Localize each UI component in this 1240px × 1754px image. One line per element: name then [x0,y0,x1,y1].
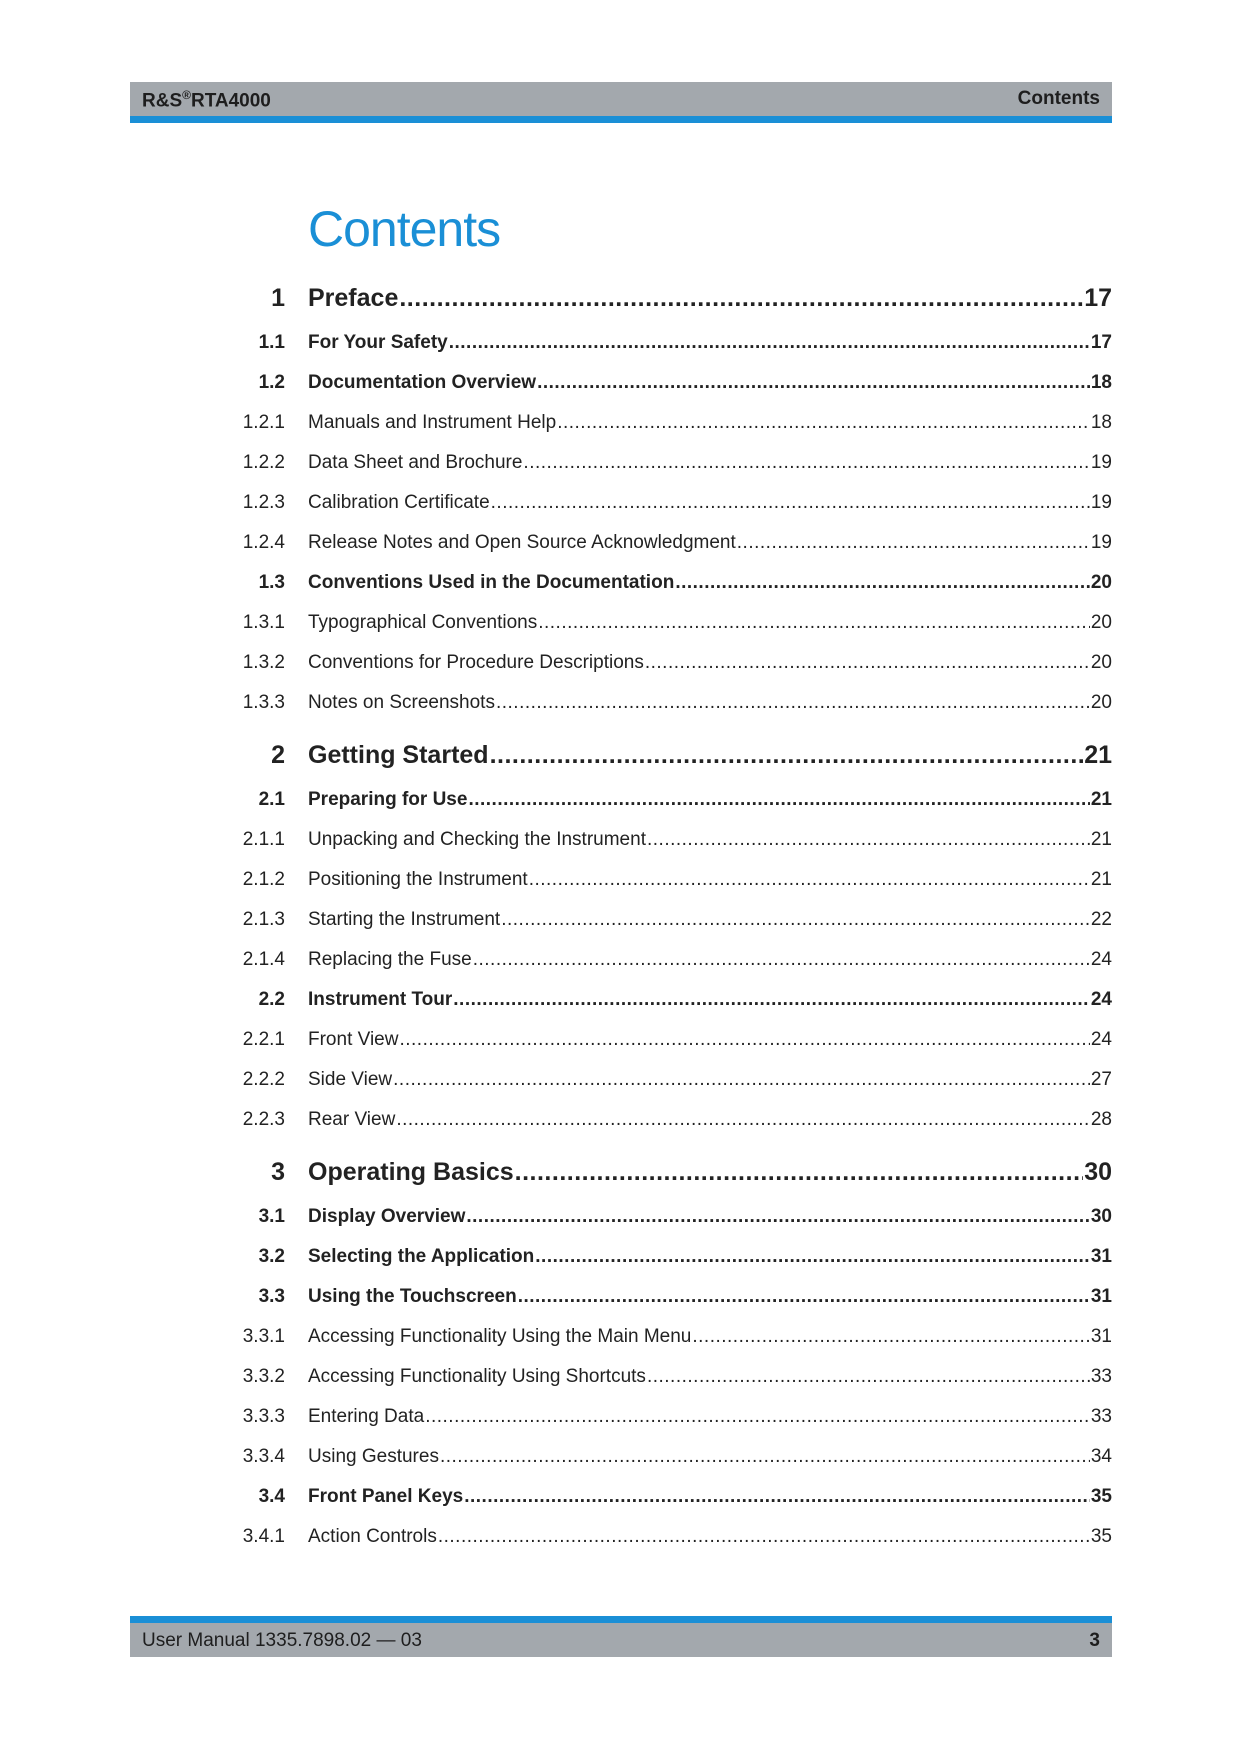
toc-entry-label: Preface [308,284,399,312]
toc-entry-line [308,1326,1112,1348]
toc-entry-label: Conventions Used in the Documentation [308,572,675,593]
toc-entry-page: 18 [1090,412,1112,433]
toc-dot-leader [449,332,1090,354]
toc-dot-leader [537,372,1090,394]
toc-dot-leader [645,652,1090,674]
toc-entry-number: 1.2.2 [242,452,285,473]
toc-entry-number: 3 [271,1158,285,1186]
toc-entry-label: Instrument Tour [308,989,453,1010]
toc-dot-leader [399,1029,1089,1051]
toc-entry-line [308,1446,1112,1468]
toc-entry-page: 34 [1090,1446,1112,1467]
toc-entry[interactable] [0,644,1240,684]
toc-entry[interactable] [0,404,1240,444]
toc-entry-label: Using the Touchscreen [308,1286,517,1307]
page-title: Contents [308,201,501,257]
toc-entry[interactable] [0,901,1240,941]
toc-entry-page: 19 [1090,452,1112,473]
toc-entry-line [308,949,1112,971]
toc-entry[interactable] [0,1478,1240,1518]
toc-entry-page: 24 [1090,1029,1112,1050]
toc-entry[interactable] [0,444,1240,484]
toc-dot-leader [737,532,1090,554]
toc-entry[interactable] [0,280,1240,324]
toc-entry-page: 27 [1090,1069,1112,1090]
toc-entry-number: 1 [271,284,285,312]
toc-entry-number: 2.2 [258,989,285,1010]
toc-entry-page: 31 [1090,1246,1112,1267]
toc-entry-number: 1.3.3 [242,692,285,713]
toc-entry-line [308,572,1112,594]
toc-entry-number: 1.2.1 [242,412,285,433]
toc-entry-line [308,1158,1112,1187]
toc-dot-leader [538,612,1090,634]
toc-entry-page: 19 [1090,532,1112,553]
toc-entry[interactable] [0,1061,1240,1101]
toc-entry-label: Release Notes and Open Source Acknowledgment [308,532,736,553]
toc-entry-page: 31 [1090,1326,1112,1347]
toc-entry-line [308,1246,1112,1268]
toc-entry[interactable] [0,821,1240,861]
toc-entry-page: 20 [1090,572,1112,593]
toc-entry-number: 2.1.2 [242,869,285,890]
toc-entry-number: 2.2.3 [242,1109,285,1130]
toc-entry-page: 22 [1090,909,1112,930]
toc-dot-leader [515,1158,1084,1187]
toc-entry-line [308,284,1112,313]
toc-entry-line [308,1286,1112,1308]
toc-entry-page: 21 [1090,829,1112,850]
toc-dot-leader [529,869,1090,891]
toc-entry-line [308,1109,1112,1131]
toc-entry-line [308,492,1112,514]
toc-entry[interactable] [0,737,1240,781]
toc-entry-label: Conventions for Procedure Descriptions [308,652,644,673]
toc-entry-label: Side View [308,1069,393,1090]
toc-entry-label: For Your Safety [308,332,448,353]
toc-entry-number: 2.1.1 [242,829,285,850]
toc-entry[interactable] [0,564,1240,604]
toc-dot-leader [647,829,1090,851]
toc-entry[interactable] [0,981,1240,1021]
toc-entry[interactable] [0,1238,1240,1278]
toc-entry-label: Notes on Screenshots [308,692,495,713]
toc-entry-label: Front View [308,1029,399,1050]
toc-entry-label: Preparing for Use [308,789,468,810]
toc-entry-label: Rear View [308,1109,396,1130]
page-number: 3 [1089,1630,1100,1651]
footer-accent-bar [130,1616,1112,1623]
toc-entry-page: 20 [1090,692,1112,713]
toc-entry-line [308,1029,1112,1051]
toc-entry-label: Documentation Overview [308,372,537,393]
toc-entry-number: 2.1 [258,789,285,810]
toc-entry-page: 21 [1084,741,1112,769]
toc-entry[interactable] [0,484,1240,524]
toc-entry-label: Accessing Functionality Using the Main Menu [308,1326,692,1347]
toc-entry-number: 2.2.2 [242,1069,285,1090]
toc-entry-line [308,412,1112,434]
toc-entry-line [308,1206,1112,1228]
toc-entry-number: 3.3.1 [242,1326,285,1347]
toc-entry-line [308,869,1112,891]
toc-entry[interactable] [0,684,1240,724]
toc-entry[interactable] [0,524,1240,564]
toc-entry-label: Unpacking and Checking the Instrument [308,829,646,850]
toc-entry-page: 31 [1090,1286,1112,1307]
toc-entry-line [308,1406,1112,1428]
toc-entry-page: 19 [1090,492,1112,513]
toc-entry[interactable] [0,1198,1240,1238]
toc-entry-number: 3.3.4 [242,1446,285,1467]
toc-entry[interactable] [0,941,1240,981]
toc-dot-leader [393,1069,1090,1091]
toc-dot-leader [453,989,1090,1011]
toc-entry-line [308,829,1112,851]
toc-entry[interactable] [0,861,1240,901]
toc-entry-page: 18 [1090,372,1112,393]
toc-entry-label: Getting Started [308,741,489,769]
toc-entry-line [308,789,1112,811]
toc-entry-number: 1.2.4 [242,532,285,553]
toc-entry[interactable] [0,1278,1240,1318]
toc-entry[interactable] [0,1154,1240,1198]
toc-entry-line [308,452,1112,474]
toc-entry-page: 20 [1090,652,1112,673]
toc-entry-number: 3.4 [258,1486,285,1507]
toc-entry-label: Entering Data [308,1406,425,1427]
toc-entry-label: Data Sheet and Brochure [308,452,523,473]
toc-entry[interactable] [0,324,1240,364]
header-section: Contents [1017,88,1100,109]
toc-entry-number: 2.1.4 [242,949,285,970]
toc-entry-number: 3.3 [258,1286,285,1307]
toc-dot-leader [468,789,1089,811]
toc-entry-page: 33 [1090,1366,1112,1387]
toc-dot-leader [675,572,1090,594]
toc-entry-page: 21 [1090,789,1112,810]
toc-entry-label: Using Gestures [308,1446,439,1467]
toc-entry-line [308,612,1112,634]
toc-entry-label: Positioning the Instrument [308,869,528,890]
toc-entry-number: 3.1 [258,1206,285,1227]
toc-entry-page: 30 [1090,1206,1112,1227]
toc-entry-page: 28 [1090,1109,1112,1130]
toc-entry-label: Accessing Functionality Using Shortcuts [308,1366,646,1387]
toc-entry-line [308,372,1112,394]
toc-entry-line [308,741,1112,770]
toc-dot-leader [425,1406,1090,1428]
toc-entry-page: 24 [1090,949,1112,970]
toc-entry-number: 3.3.2 [242,1366,285,1387]
toc-dot-leader [647,1366,1090,1388]
toc-entry-number: 1.2 [258,372,285,393]
toc-entry-number: 1.3.2 [242,652,285,673]
toc-entry[interactable] [0,364,1240,404]
toc-dot-leader [438,1526,1090,1548]
toc-entry-line [308,332,1112,354]
toc-dot-leader [396,1109,1090,1131]
toc-entry[interactable] [0,1518,1240,1558]
table-of-contents [0,280,1240,1558]
toc-entry-number: 2.2.1 [242,1029,285,1050]
toc-entry-line [308,652,1112,674]
toc-dot-leader [464,1486,1090,1508]
toc-entry[interactable] [0,1398,1240,1438]
toc-entry-number: 1.1 [258,332,285,353]
toc-entry-line [308,1069,1112,1091]
toc-entry-line [308,1526,1112,1548]
toc-entry-label: Front Panel Keys [308,1486,464,1507]
toc-dot-leader [491,492,1090,514]
toc-dot-leader [518,1286,1090,1308]
toc-dot-leader [523,452,1089,474]
toc-entry-label: Replacing the Fuse [308,949,472,970]
toc-entry-number: 2 [271,741,285,769]
toc-entry-page: 33 [1090,1406,1112,1427]
toc-entry-label: Operating Basics [308,1158,514,1186]
toc-entry-number: 1.2.3 [242,492,285,513]
product-name: R&S®RTA4000 [142,88,271,112]
toc-entry-number: 2.1.3 [242,909,285,930]
toc-entry[interactable] [0,781,1240,821]
toc-entry-number: 3.2 [258,1246,285,1267]
toc-entry-page: 17 [1084,284,1112,312]
toc-entry-page: 35 [1090,1526,1112,1547]
toc-entry[interactable] [0,1438,1240,1478]
toc-dot-leader [557,412,1090,434]
toc-entry-label: Display Overview [308,1206,466,1227]
toc-entry-line [308,532,1112,554]
toc-dot-leader [501,909,1090,931]
toc-entry-line [308,909,1112,931]
toc-entry-line [308,1366,1112,1388]
toc-entry-page: 21 [1090,869,1112,890]
page-header [130,82,1112,116]
toc-entry-line [308,1486,1112,1508]
toc-entry[interactable] [0,1101,1240,1141]
toc-dot-leader [490,741,1084,770]
toc-entry-label: Action Controls [308,1526,437,1547]
toc-entry-page: 20 [1090,612,1112,633]
header-accent-bar [130,116,1112,123]
toc-entry-page: 35 [1090,1486,1112,1507]
toc-entry-number: 1.3.1 [242,612,285,633]
toc-entry[interactable] [0,604,1240,644]
toc-dot-leader [440,1446,1090,1468]
toc-entry-label: Typographical Conventions [308,612,538,633]
toc-dot-leader [399,284,1083,313]
toc-entry-number: 3.3.3 [242,1406,285,1427]
toc-entry-page: 24 [1090,989,1112,1010]
toc-entry-number: 3.4.1 [242,1526,285,1547]
toc-entry[interactable] [0,1358,1240,1398]
toc-entry-label: Selecting the Application [308,1246,535,1267]
toc-dot-leader [473,949,1090,971]
page-footer [130,1623,1112,1657]
toc-entry-number: 1.3 [258,572,285,593]
toc-dot-leader [496,692,1090,714]
manual-id: User Manual 1335.7898.02 ― 03 [142,1630,422,1651]
toc-entry[interactable] [0,1021,1240,1061]
toc-entry-line [308,692,1112,714]
toc-entry-page: 17 [1090,332,1112,353]
toc-entry[interactable] [0,1318,1240,1358]
toc-dot-leader [535,1246,1090,1268]
toc-entry-label: Manuals and Instrument Help [308,412,557,433]
toc-entry-line [308,989,1112,1011]
toc-entry-label: Starting the Instrument [308,909,501,930]
toc-dot-leader [692,1326,1090,1348]
toc-dot-leader [466,1206,1089,1228]
toc-entry-page: 30 [1084,1158,1112,1186]
toc-entry-label: Calibration Certificate [308,492,490,513]
